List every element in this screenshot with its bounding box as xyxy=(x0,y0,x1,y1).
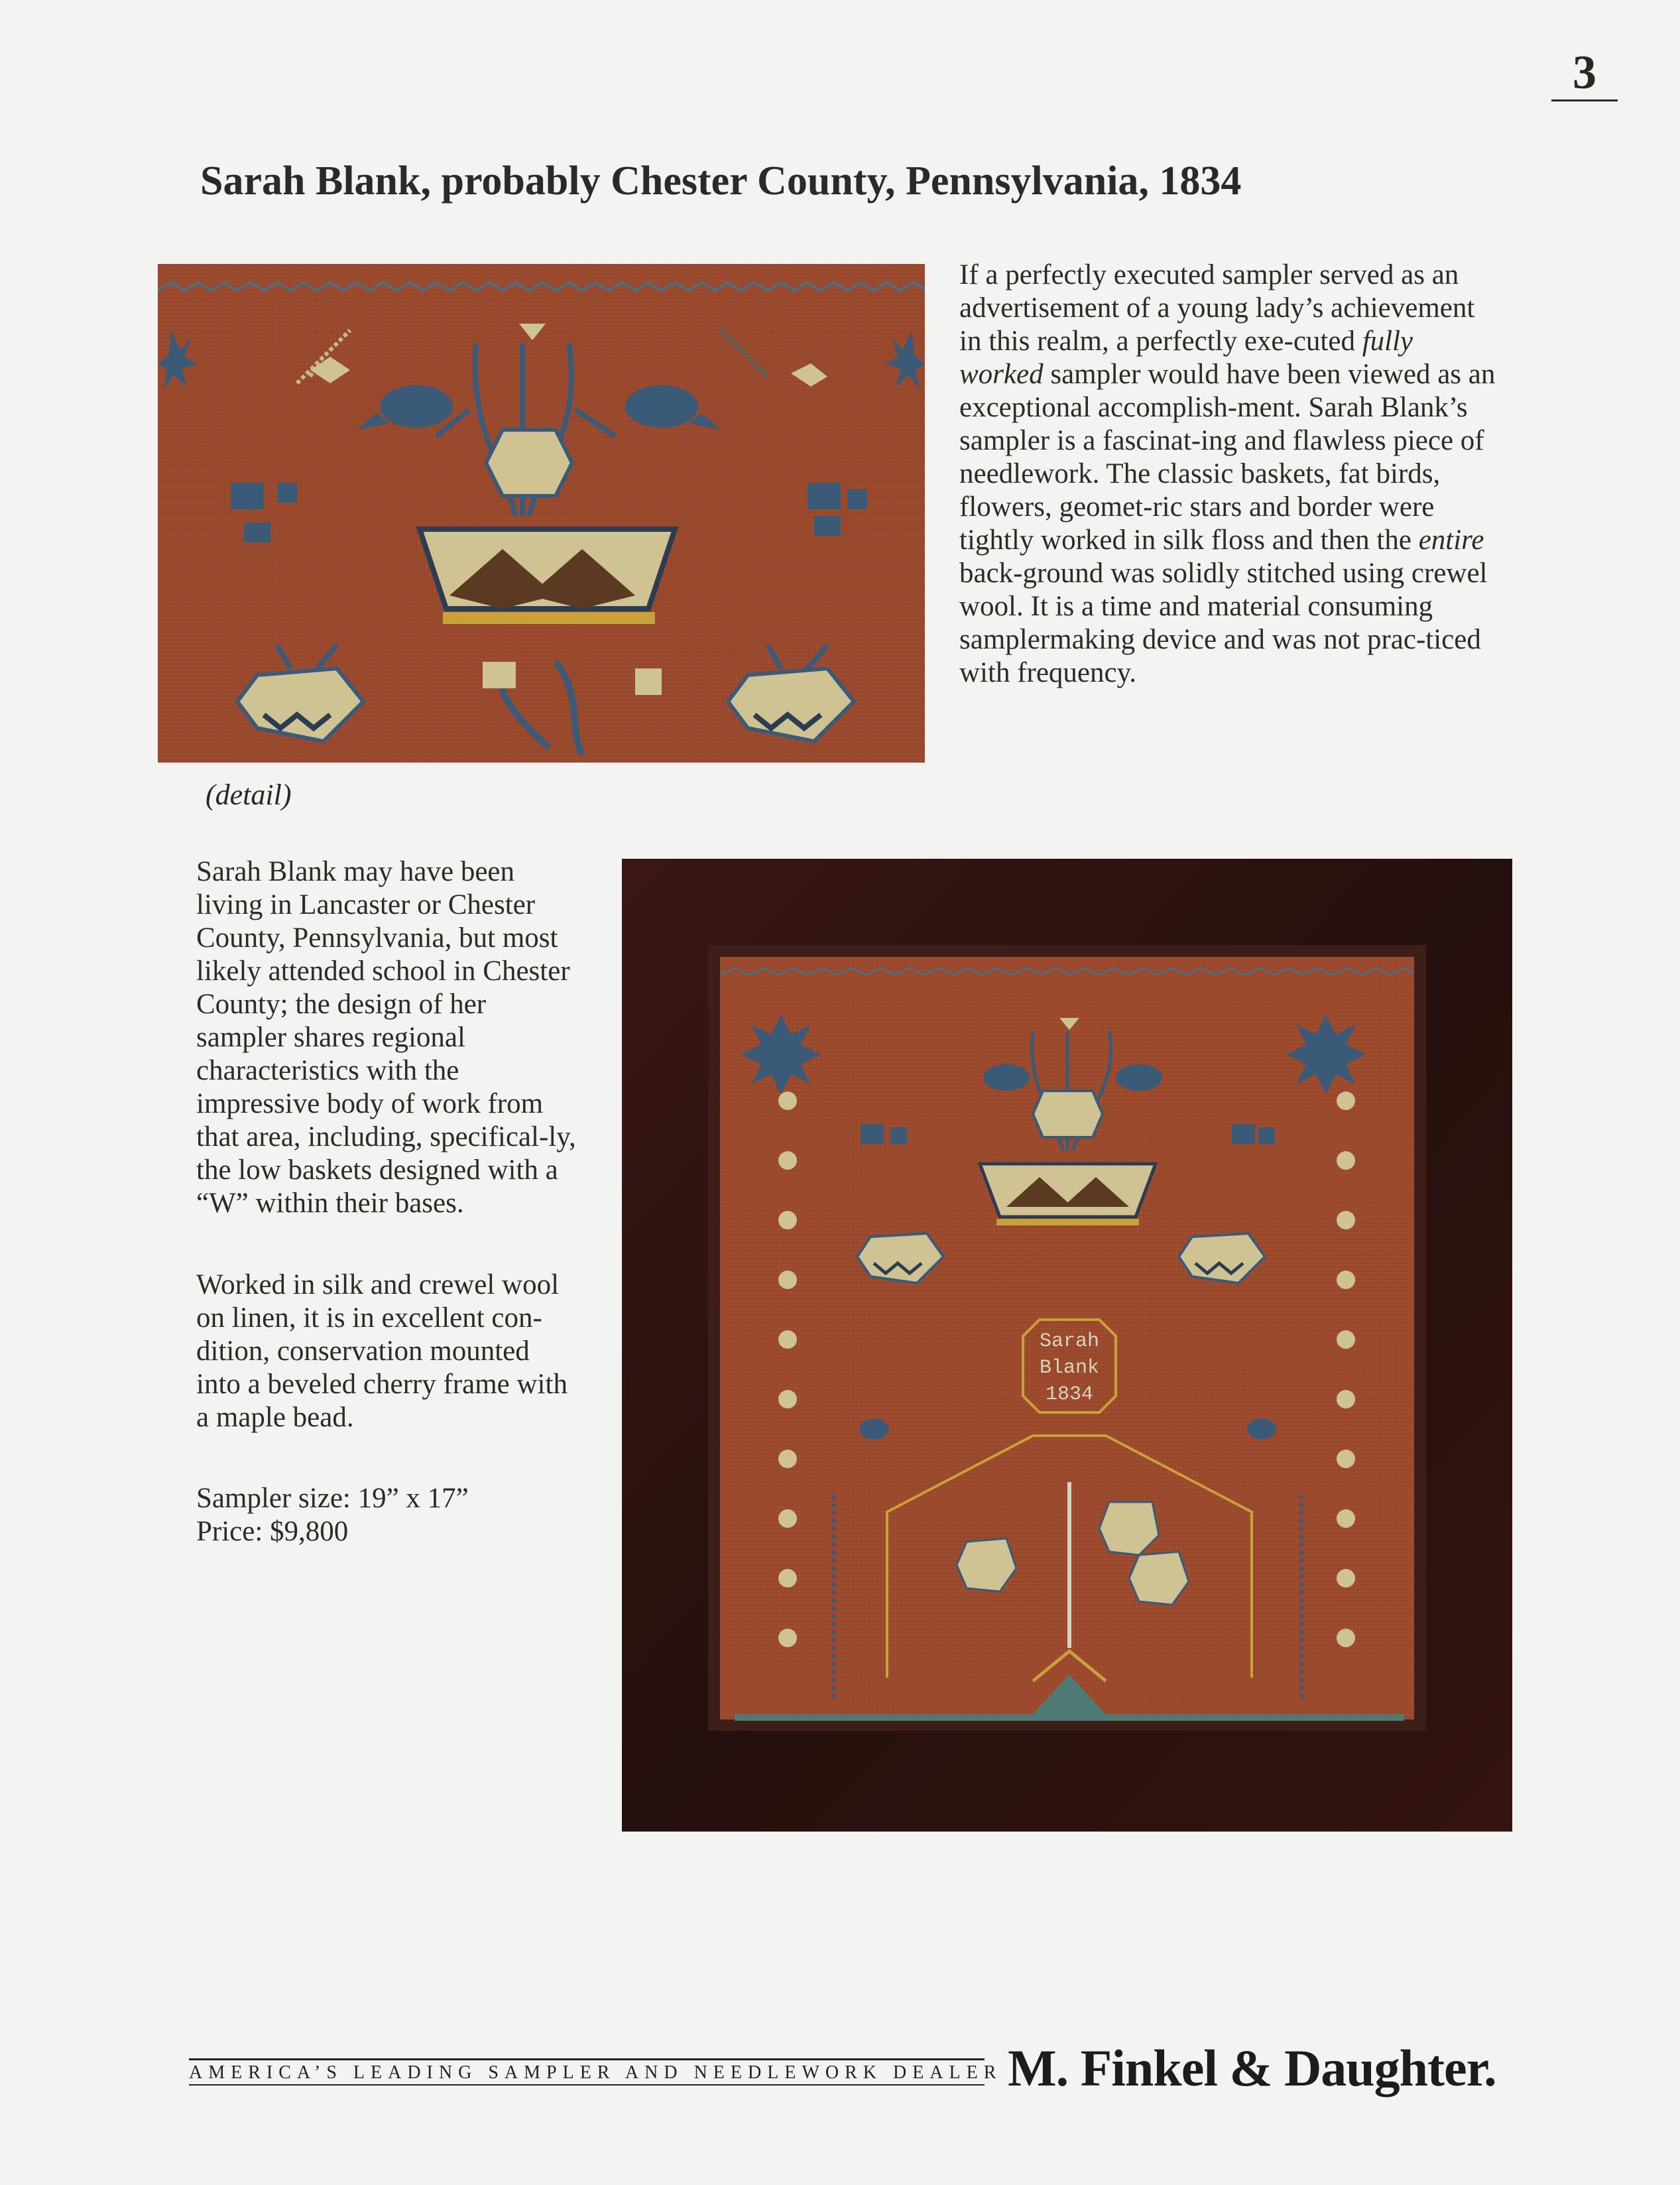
attribution-paragraph xyxy=(196,855,581,1220)
sampler-size: Sampler size: 19” x 17” xyxy=(196,1483,469,1514)
sampler-name-line1: Sarah xyxy=(1039,1330,1100,1353)
specs-block xyxy=(196,1482,581,1548)
intro-emphasis-1: fully worked xyxy=(959,326,1413,390)
intro-text-3: back-ground was solidly stitched using crewel wool. It is a time and material consuming samplermaking device and was not prac-ticed with frequency. xyxy=(959,558,1488,688)
sampler-detail-photo xyxy=(158,264,925,763)
page-title: Sarah Blank, probably Chester County, Pennsylvania, 1834 xyxy=(200,158,1242,204)
materials-paragraph xyxy=(196,1269,581,1434)
intro-emphasis-2: entire xyxy=(1418,525,1484,556)
footer-tagline: AMERICA’S LEADING SAMPLER AND NEEDLEWORK DEALER xyxy=(189,2062,1002,2083)
footer-rule-bottom xyxy=(189,2084,985,2086)
page-number: 3 xyxy=(1573,46,1596,99)
sampler-price: Price: $9,800 xyxy=(196,1516,349,1547)
detail-caption: (detail) xyxy=(206,779,292,811)
sampler-name-line2: Blank xyxy=(1039,1357,1100,1379)
framed-sampler-photo xyxy=(622,859,1512,1832)
page-number-underline xyxy=(1551,99,1618,101)
intro-text-1: If a perfectly executed sampler served as an advertisement of a young lady’s achievement in this realm, a perfectly exe-cuted xyxy=(959,259,1475,357)
sampler-year: 1834 xyxy=(1045,1383,1094,1406)
dealer-logo: M. Finkel & Daughter. xyxy=(1008,2039,1496,2097)
attribution-text: Sarah Blank may have been living in Lancaster or Chester County, Pennsylvania, but most likely attended school in Chester County; the design of her sampler shares regional characteristics with the impressive body of work from that area, including, specifical-ly, the low baskets designed with a “W” within their bases. xyxy=(196,856,576,1219)
materials-text: Worked in silk and crewel wool on linen, it is in excellent con-dition, conservation mounted into a beveled cherry frame with a maple bead. xyxy=(196,1269,568,1433)
footer-rule-top xyxy=(189,2058,985,2060)
intro-paragraph xyxy=(959,259,1496,690)
intro-text-2: sampler would have been viewed as an exceptional accomplish-ment. Sarah Blank’s sampler is a fascinat-ing and flawless piece of needlework. The classic baskets, fat birds, flowers, geomet-ric stars and border were tightly worked in silk floss and then the xyxy=(959,359,1496,556)
